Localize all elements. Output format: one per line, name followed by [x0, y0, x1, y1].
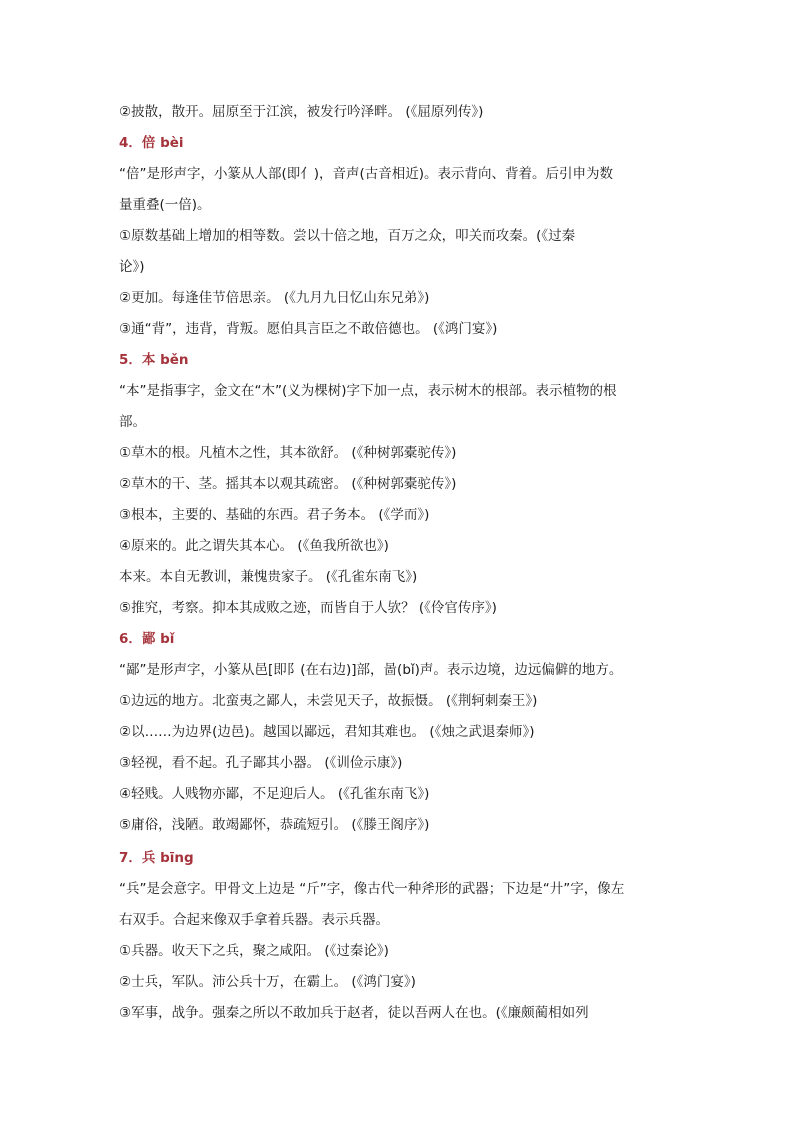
sense-line: ③通“背”，违背，背叛。愿伯具言臣之不敢倍德也。 (《鸿门宴》) — [119, 321, 498, 337]
sense-line: ④轻贱。人贱物亦鄙，不足迎后人。 (《孔雀东南飞》) — [119, 786, 430, 802]
sense-line: ②披散，散开。屈原至于江滨，被发行吟泽畔。 (《屈原列传》) — [119, 104, 484, 120]
body-line: 部。 — [119, 414, 146, 430]
body-line: 量重叠(一倍)。 — [119, 197, 211, 213]
body-line: “倍”是形声字，小篆从人部(即亻)，音声(古音相近)。表示背向、背着。后引申为数 — [119, 166, 614, 182]
entry-heading: 6．鄙 bǐ — [119, 631, 175, 647]
body-line: 本来。本自无教训，兼愧贵家子。 (《孔雀东南飞》) — [119, 569, 418, 585]
entry-heading: 7．兵 bīng — [119, 850, 194, 866]
sense-line: ①原数基础上增加的相等数。尝以十倍之地，百万之众，叩关而攻秦。(《过秦 — [119, 228, 576, 244]
sense-line: ②更加。每逢佳节倍思亲。 (《九月九日忆山东兄弟》) — [119, 290, 430, 306]
body-line: “兵”是会意字。甲骨文上边是 “斤”字，像古代一种斧形的武器；下边是“廾”字，像左 — [119, 881, 625, 897]
body-line: 论》) — [119, 259, 145, 275]
entry-heading: 4．倍 bèi — [119, 135, 184, 151]
sense-line: ②以……为边界(边邑)。越国以鄙远，君知其难也。 (《烛之武退秦师》) — [119, 724, 535, 740]
sense-line: ③军事，战争。强秦之所以不敢加兵于赵者，徒以吾两人在也。(《廉颇蔺相如列 — [119, 1005, 589, 1021]
body-line: 右双手。合起来像双手拿着兵器。表示兵器。 — [119, 912, 389, 928]
sense-line: ①兵器。收天下之兵，聚之咸阳。 (《过秦论》) — [119, 943, 389, 959]
sense-line: ②士兵，军队。沛公兵十万，在霸上。 (《鸿门宴》) — [119, 974, 416, 990]
sense-line: ①边远的地方。北蛮夷之鄙人，未尝见天子，故振慑。 (《荆轲刺秦王》) — [119, 693, 538, 709]
body-line: “本”是指事字，金文在“木”(义为棵树)字下加一点，表示树木的根部。表示植物的根 — [119, 383, 617, 399]
entry-heading: 5．本 běn — [119, 352, 189, 368]
sense-line: ⑤推究，考察。抑本其成败之迹，而皆自于人欤？ (《伶官传序》) — [119, 600, 497, 616]
sense-line: ③根本，主要的、基础的东西。君子务本。 (《学而》) — [119, 507, 430, 523]
sense-line: ⑤庸俗，浅陋。敢竭鄙怀，恭疏短引。 (《滕王阁序》) — [119, 817, 430, 833]
body-line: “鄙”是形声字，小篆从邑[即阝(在右边)]部，啚(bǐ)声。表示边境，边远偏僻的地方。 — [119, 662, 623, 678]
sense-line: ①草木的根。凡植木之性，其本欲舒。 (《种树郭橐驼传》) — [119, 445, 457, 461]
sense-line: ②草木的干、茎。摇其本以观其疏密。 (《种树郭橐驼传》) — [119, 476, 457, 492]
sense-line: ③轻视，看不起。孔子鄙其小器。 (《训俭示康》) — [119, 755, 403, 771]
sense-line: ④原来的。此之谓失其本心。 (《鱼我所欲也》) — [119, 538, 389, 554]
